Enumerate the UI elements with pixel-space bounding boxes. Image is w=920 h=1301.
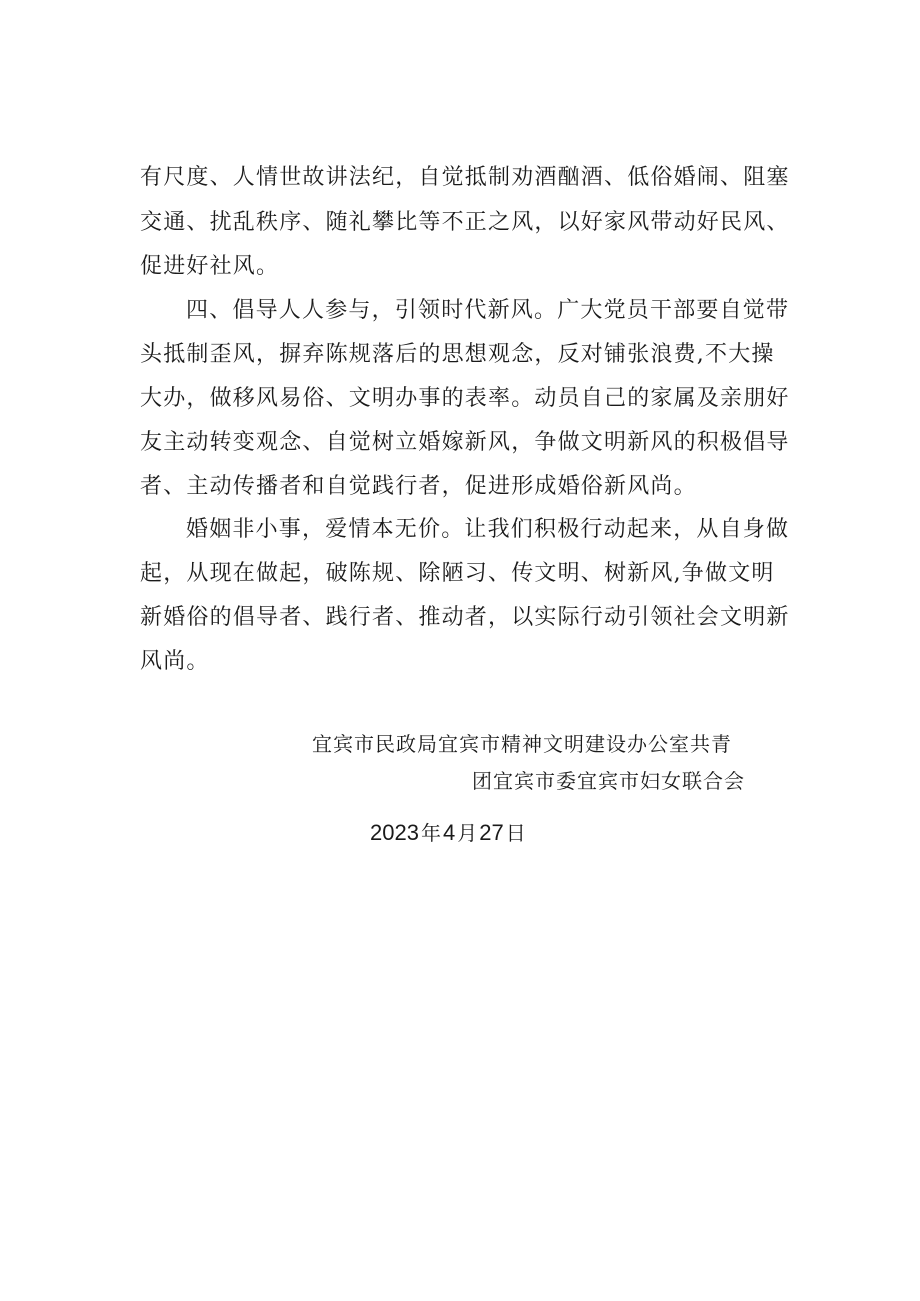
date-month: 4 [442,820,456,845]
paragraph-1-line-3: 促进好社风。 [140,254,280,279]
document-date [370,818,528,848]
date-day: 27 [479,820,504,845]
paragraph-2-line-3: 大办，做移风易俗、文明办事的表率。动员自己的家属及亲朋好 [140,386,790,411]
date-day-char: 日 [505,821,526,845]
paragraph-3-line-4: 风尚。 [140,649,210,674]
paragraph-1-line-1: 有尺度、人情世故讲法纪，自觉抵制劝酒酗酒、低俗婚闹、阻塞 [140,165,790,190]
signature-line-1: 宜宾市民政局宜宾市精神文明建设办公室共青 [312,732,732,756]
paragraph-3-line-3: 新婚俗的倡导者、践行者、推动者，以实际行动引领社会文明新 [140,605,790,630]
paragraph-2-line-2: 头抵制歪风，摒弃陈规落后的思想观念，反对铺张浪费,不大操 [140,342,775,367]
paragraph-1-line-2: 交通、扰乱秩序、随礼攀比等不正之风，以好家风带动好民风、 [140,210,790,235]
signature-line-2: 团宜宾市委宜宾市妇女联合会 [472,769,745,793]
paragraph-3-line-1: 婚姻非小事，爱情本无价。让我们积极行动起来，从自身做 [186,517,790,542]
date-month-char: 月 [457,821,478,845]
paragraph-2-line-4: 友主动转变观念、自觉树立婚嫁新风，争做文明新风的积极倡导 [140,430,790,455]
paragraph-2-line-5: 者、主动传播者和自觉践行者，促进形成婚俗新风尚。 [140,474,697,499]
date-year: 2023 [370,820,419,845]
paragraph-3-line-2: 起，从现在做起，破陈规、除陋习、传文明、树新风,争做文明 [140,561,775,586]
paragraph-2-line-1: 四、倡导人人参与，引领时代新风。广大党员干部要自觉带 [186,298,790,323]
date-year-char: 年 [420,821,441,845]
